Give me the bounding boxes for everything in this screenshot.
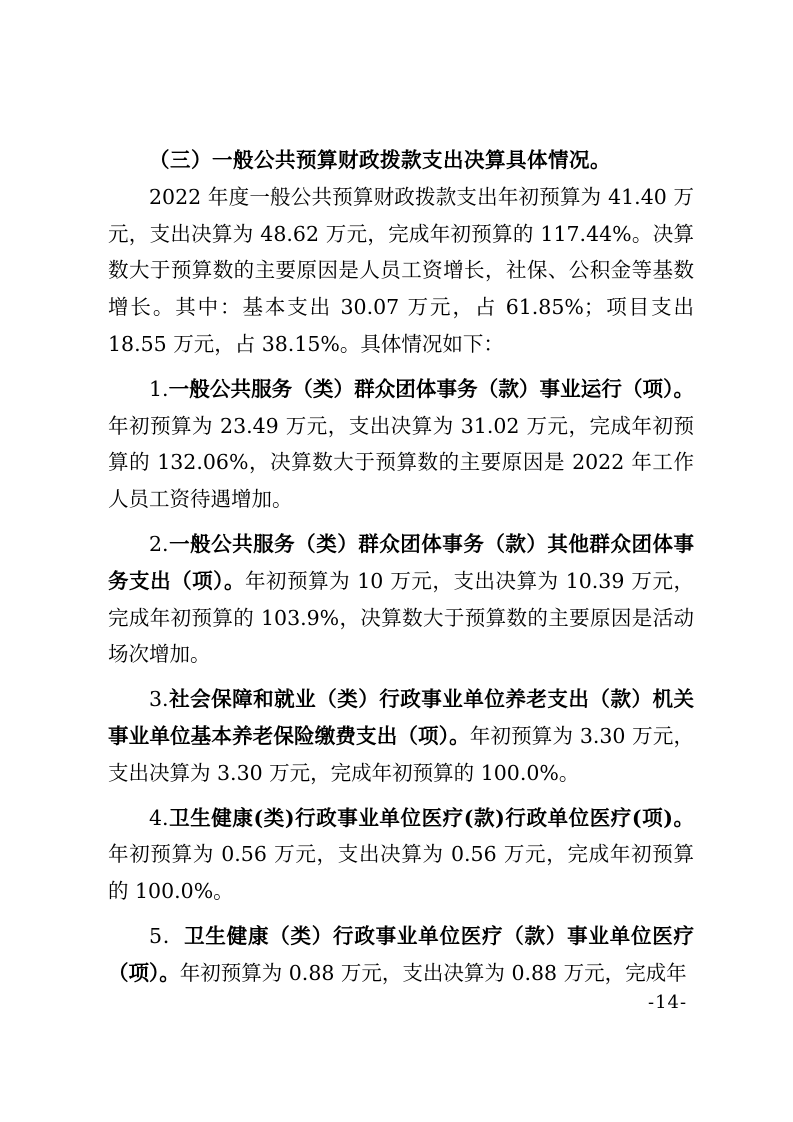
page-number: -14-	[648, 992, 688, 1013]
intro-paragraph: 2022 年度一般公共预算财政拨款支出年初预算为 41.40 万元，支出决算为 48.62 万元，完成年初预算的 117.44%。决算数大于预算数的主要原因是人员工资增长，社保、公积金等基数增长。其中：基本支出 30.07 万元，占 61.85%；项目支出 18.55 万元，占 38.15%。具体情况如下：	[108, 184, 694, 356]
item-number: 2.	[149, 531, 169, 556]
item-title: 卫生健康（类）行政事业单位医疗（款）事业单位医疗（项）。	[108, 923, 695, 985]
item-paragraph-4	[108, 800, 694, 910]
page-content	[108, 142, 694, 992]
item-number: 4.	[149, 805, 169, 830]
item-paragraph-2	[108, 526, 694, 673]
item-paragraph-3	[108, 681, 694, 791]
section-heading: （三）一般公共预算财政拨款支出决算具体情况。	[149, 148, 611, 172]
item-body: 年初预算为 10 万元，支出决算为 10.39 万元，完成年初预算的 103.9%，决算数大于预算数的主要原因是活动场次增加。	[108, 568, 694, 667]
item-number: 1.	[149, 376, 169, 401]
item-body: 年初预算为 3.30 万元，支出决算为 3.30 万元，完成年初预算的 100.0%。	[108, 723, 694, 785]
item-number: 3.	[149, 687, 169, 712]
item-title: 一般公共服务（类）群众团体事务（款）事业运行（项）。	[168, 376, 694, 401]
item-body: 年初预算为 0.56 万元，支出决算为 0.56 万元，完成年初预算的 100.0%。	[108, 842, 694, 904]
item-title: 卫生健康(类)行政事业单位医疗(款)行政单位医疗(项)。	[168, 805, 694, 830]
item-number: 5．	[149, 923, 185, 948]
item-body: 年初预算为 0.88 万元，支出决算为 0.88 万元，完成年	[179, 960, 687, 985]
item-paragraph-1	[108, 371, 694, 518]
item-title: 一般公共服务（类）群众团体事务（款）其他群众团体事务支出（项）。	[108, 531, 694, 593]
item-paragraph-5	[108, 918, 694, 992]
item-body: 年初预算为 23.49 万元，支出决算为 31.02 万元，完成年初预算的 132.06%，决算数大于预算数的主要原因是 2022 年工作人员工资待遇增加。	[108, 413, 694, 512]
item-title: 社会保障和就业（类）行政事业单位养老支出（款）机关事业单位基本养老保险缴费支出（项）。	[108, 687, 694, 748]
